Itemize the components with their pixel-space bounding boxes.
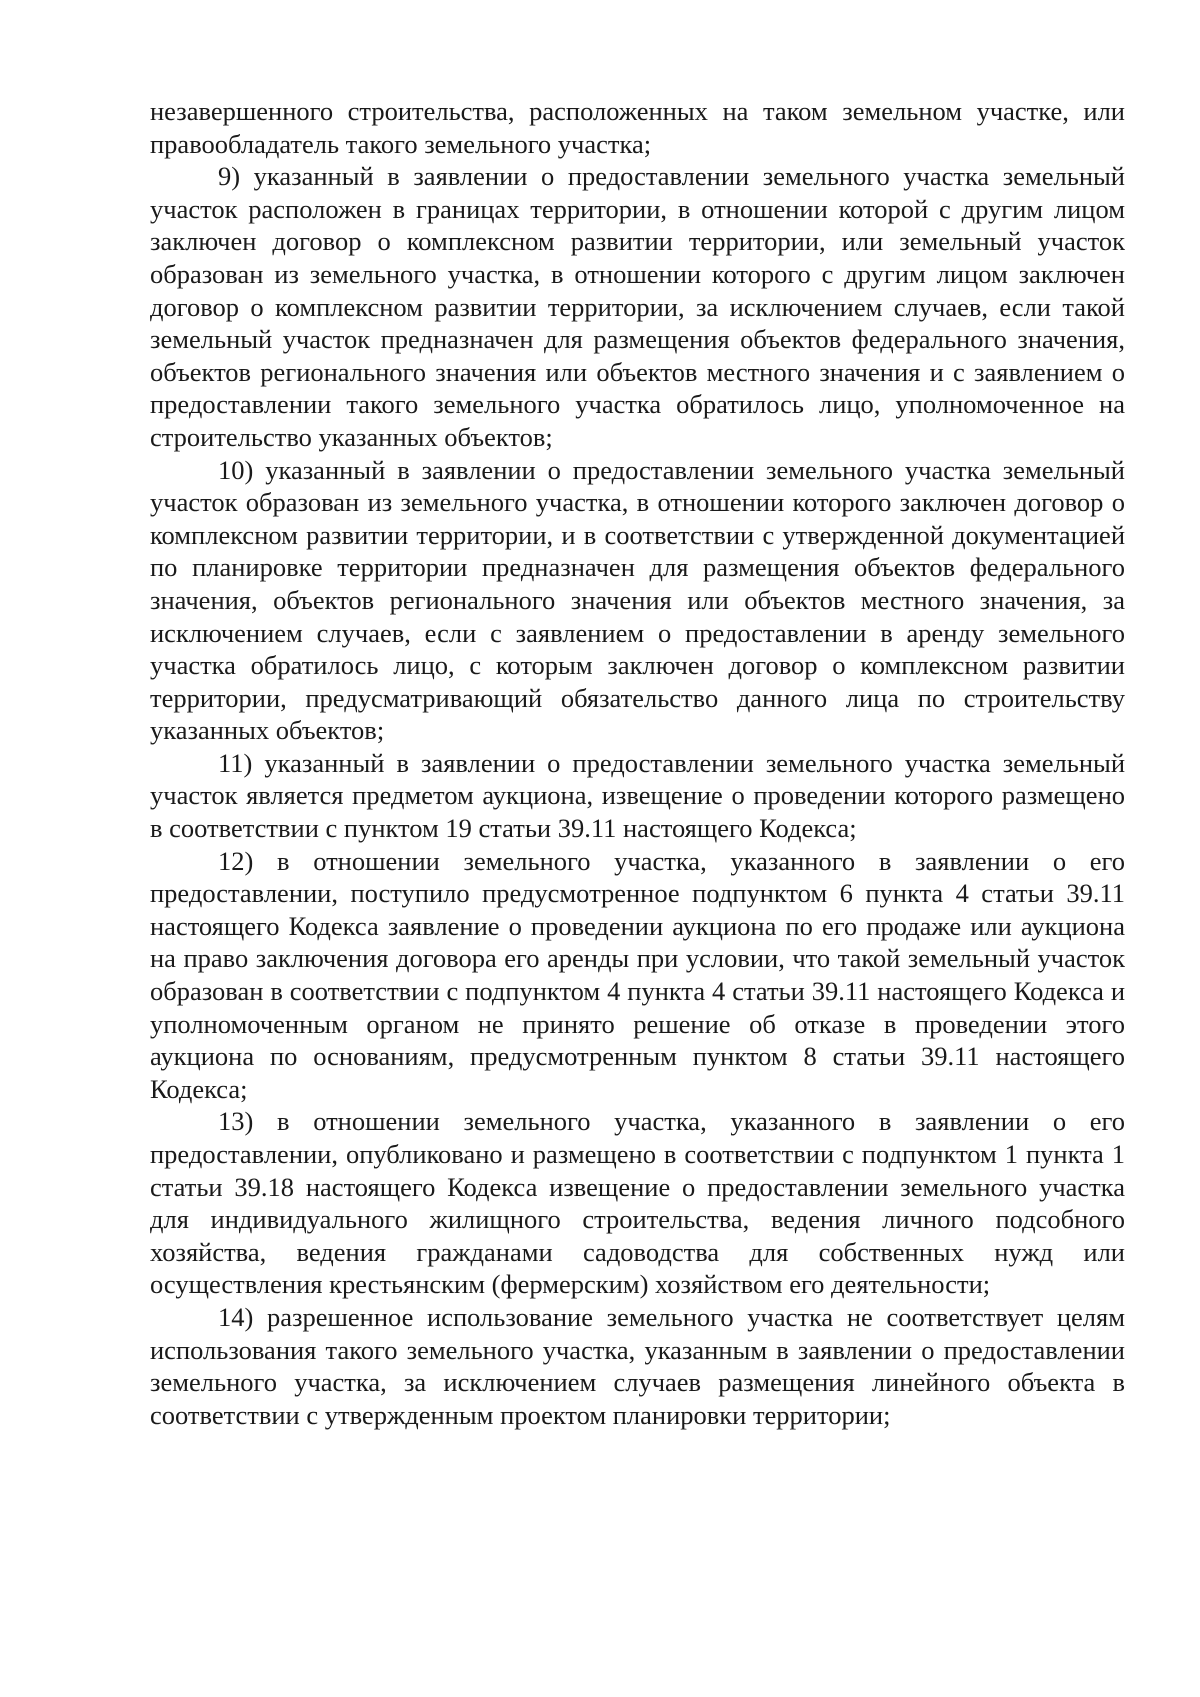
paragraph-item-11: 11) указанный в заявлении о предоставлении земельного участка земельный участок является предметом аукциона, извещение о проведении которого размещено в соответствии с пунктом 19 статьи 39.11 настоящего Кодекса; [150,747,1125,844]
paragraph-item-9: 9) указанный в заявлении о предоставлении земельного участка земельный участок расположен в границах территории, в отношении которой с другим лицом заключен договор о комплексном развитии территории, или земельный участок образован из земельного участка, в отношении которого с другим лицом заключен договор о комплексном развитии территории, за исключением случаев, если такой земельный участок предназначен для размещения объектов федерального значения, объектов регионального значения или объектов местного значения и с заявлением о предоставлении такого земельного участка обратилось лицо, уполномоченное на строительство указанных объектов; [150,161,1125,452]
paragraph-item-10: 10) указанный в заявлении о предоставлении земельного участка земельный участок образован из земельного участка, в отношении которого заключен договор о комплексном развитии территории, и в соответствии с утвержденной документацией по планировке территории предназначен для размещения объектов федерального значения, объектов регионального значения или объектов местного значения, за исключением случаев, если с заявлением о предоставлении в аренду земельного участка обратилось лицо, с которым заключен договор о комплексном развитии территории, предусматривающий обязательство данного лица по строительству указанных объектов; [150,454,1125,746]
paragraph-item-14: 14) разрешенное использование земельного участка не соответствует целям использования такого земельного участка, указанным в заявлении о предоставлении земельного участка, за исключением случаев размещения линейного объекта в соответствии с утвержденным проектом планировки территории; [150,1301,1125,1430]
paragraph-item-12: 12) в отношении земельного участка, указанного в заявлении о его предоставлении, поступило предусмотренное подпунктом 6 пункта 4 статьи 39.11 настоящего Кодекса заявление о проведении аукциона по его продаже или аукциона на право заключения договора его аренды при условии, что такой земельный участок образован в соответствии с подпунктом 4 пункта 4 статьи 39.11 настоящего Кодекса и уполномоченным органом не принято решение об отказе в проведении этого аукциона по основаниям, предусмотренным пунктом 8 статьи 39.11 настоящего Кодекса; [150,845,1125,1104]
paragraph-continuation: незавершенного строительства, расположенных на таком земельном участке, или правообладатель такого земельного участка; [150,96,1125,159]
document-body [150,95,1125,1431]
paragraph-item-13: 13) в отношении земельного участка, указанного в заявлении о его предоставлении, опубликовано и размещено в соответствии с подпунктом 1 пункта 1 статьи 39.18 настоящего Кодекса извещение о предоставлении земельного участка для индивидуального жилищного строительства, ведения личного подсобного хозяйства, ведения гражданами садоводства для собственных нужд или осуществления крестьянским (фермерским) хозяйством его деятельности; [150,1106,1125,1300]
